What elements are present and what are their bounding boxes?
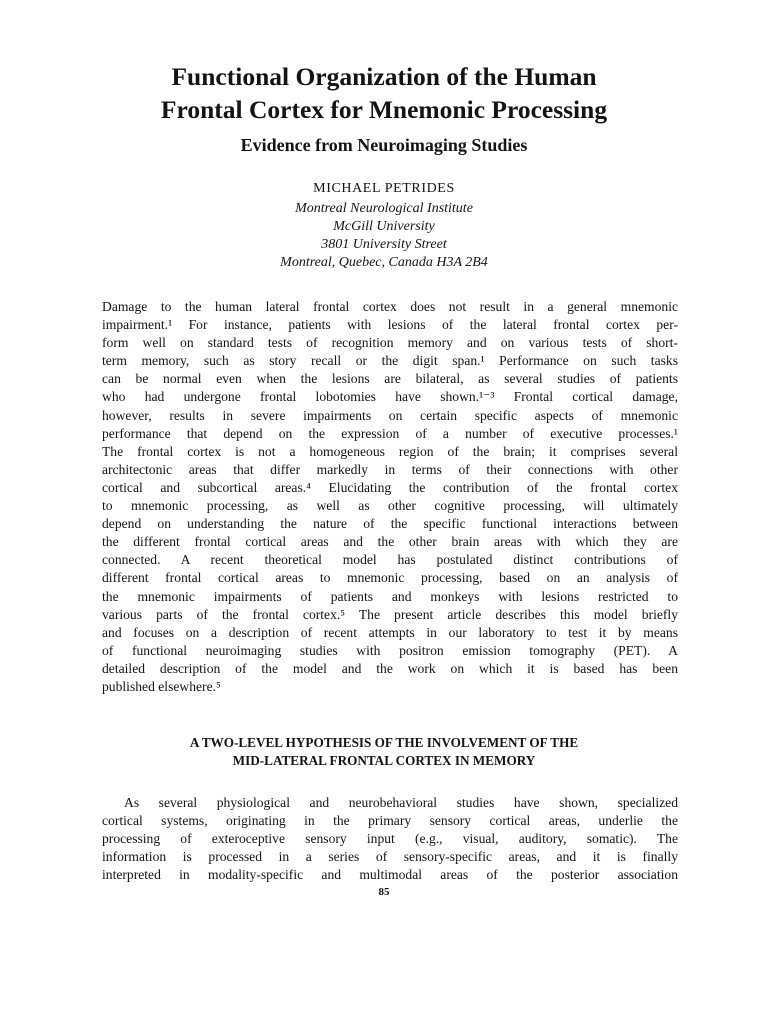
paragraph-line: architectonic areas that differ markedly in terms of their connections with other xyxy=(102,461,678,477)
paragraph-line: the different frontal cortical areas and the other brain areas with which they are xyxy=(102,534,678,550)
affiliation-line: 3801 University Street xyxy=(321,237,447,252)
paragraph-line: to mnemonic processing, as well as other cognitive processing, will ultimately xyxy=(102,498,678,514)
title-line: Functional Organization of the Human xyxy=(171,62,597,91)
paragraph-line: The frontal cortex is not a homogeneous region of the brain; it comprises several xyxy=(102,443,678,459)
paragraph-line: form well on standard tests of recognition memory and on various tests of short- xyxy=(102,335,678,351)
paragraph-line: detailed description of the model and the work on which it is based has been xyxy=(102,660,678,676)
section-heading-line: MID-LATERAL FRONTAL CORTEX IN MEMORY xyxy=(232,753,536,768)
paragraph-line: impairment.¹ For instance, patients with lesions of the lateral frontal cortex per- xyxy=(102,317,678,333)
title-line: Frontal Cortex for Mnemonic Processing xyxy=(160,95,608,124)
affiliation-line: Montreal Neurological Institute xyxy=(295,201,473,216)
paragraph-line: who had undergone frontal lobotomies have shown.¹⁻³ Frontal cortical damage, xyxy=(102,389,678,405)
paragraph-line: interpreted in modality-specific and multimodal areas of the posterior association xyxy=(102,867,678,883)
paragraph-line: of functional neuroimaging studies with positron emission tomography (PET). A xyxy=(102,642,678,658)
paragraph-line: can be normal even when the lesions are bilateral, as several studies of patients xyxy=(102,371,678,387)
author-name: MICHAEL PETRIDES xyxy=(313,181,455,196)
paragraph-line: cortical and subcortical areas.⁴ Elucidating the contribution of the frontal cortex xyxy=(102,479,678,495)
section-heading xyxy=(0,734,768,770)
affiliation-line: McGill University xyxy=(333,219,435,234)
paragraph-line: different frontal cortical areas to mnemonic processing, based on an analysis of xyxy=(102,570,678,586)
paragraph-line: various parts of the frontal cortex.⁵ The present article describes this model briefly xyxy=(102,606,678,622)
section-paragraph xyxy=(102,794,678,884)
paragraph-line: cortical systems, originating in the primary sensory cortical areas, underlie the xyxy=(102,813,678,829)
paragraph-line: Damage to the human lateral frontal cortex does not result in a general mnemonic xyxy=(102,299,678,314)
paragraph-line: however, results in severe impairments on certain specific aspects of mnemonic xyxy=(102,407,678,423)
paragraph-line: As several physiological and neurobehavioral studies have shown, specialized xyxy=(124,795,678,810)
paragraph-line: performance that depend on the expression of a number of executive processes.¹ xyxy=(102,425,678,441)
article-subtitle: Evidence from Neuroimaging Studies xyxy=(240,135,528,155)
intro-paragraph xyxy=(102,298,678,696)
paragraph-line: depend on understanding the nature of the specific functional interactions between xyxy=(102,516,678,532)
paragraph-line: the mnemonic impairments of patients and monkeys with lesions restricted to xyxy=(102,588,678,604)
paragraph-line: published elsewhere.⁵ xyxy=(102,678,221,694)
affiliation-line: Montreal, Quebec, Canada H3A 2B4 xyxy=(280,255,488,270)
paragraph-line: and focuses on a description of recent attempts in our laboratory to test it by means xyxy=(102,624,678,640)
paragraph-line: connected. A recent theoretical model has postulated distinct contributions of xyxy=(102,552,678,568)
section-heading-line: A TWO-LEVEL HYPOTHESIS OF THE INVOLVEMENT OF THE xyxy=(189,735,579,750)
article-title xyxy=(0,60,768,126)
author-affiliation xyxy=(0,200,768,272)
paragraph-line: processing of exteroceptive sensory input (e.g., visual, auditory, somatic). The xyxy=(102,831,678,847)
paragraph-line: term memory, such as story recall or the digit span.¹ Performance on such tasks xyxy=(102,353,678,369)
paragraph-line: information is processed in a series of sensory-specific areas, and it is finally xyxy=(102,849,678,865)
page-number: 85 xyxy=(378,886,390,898)
